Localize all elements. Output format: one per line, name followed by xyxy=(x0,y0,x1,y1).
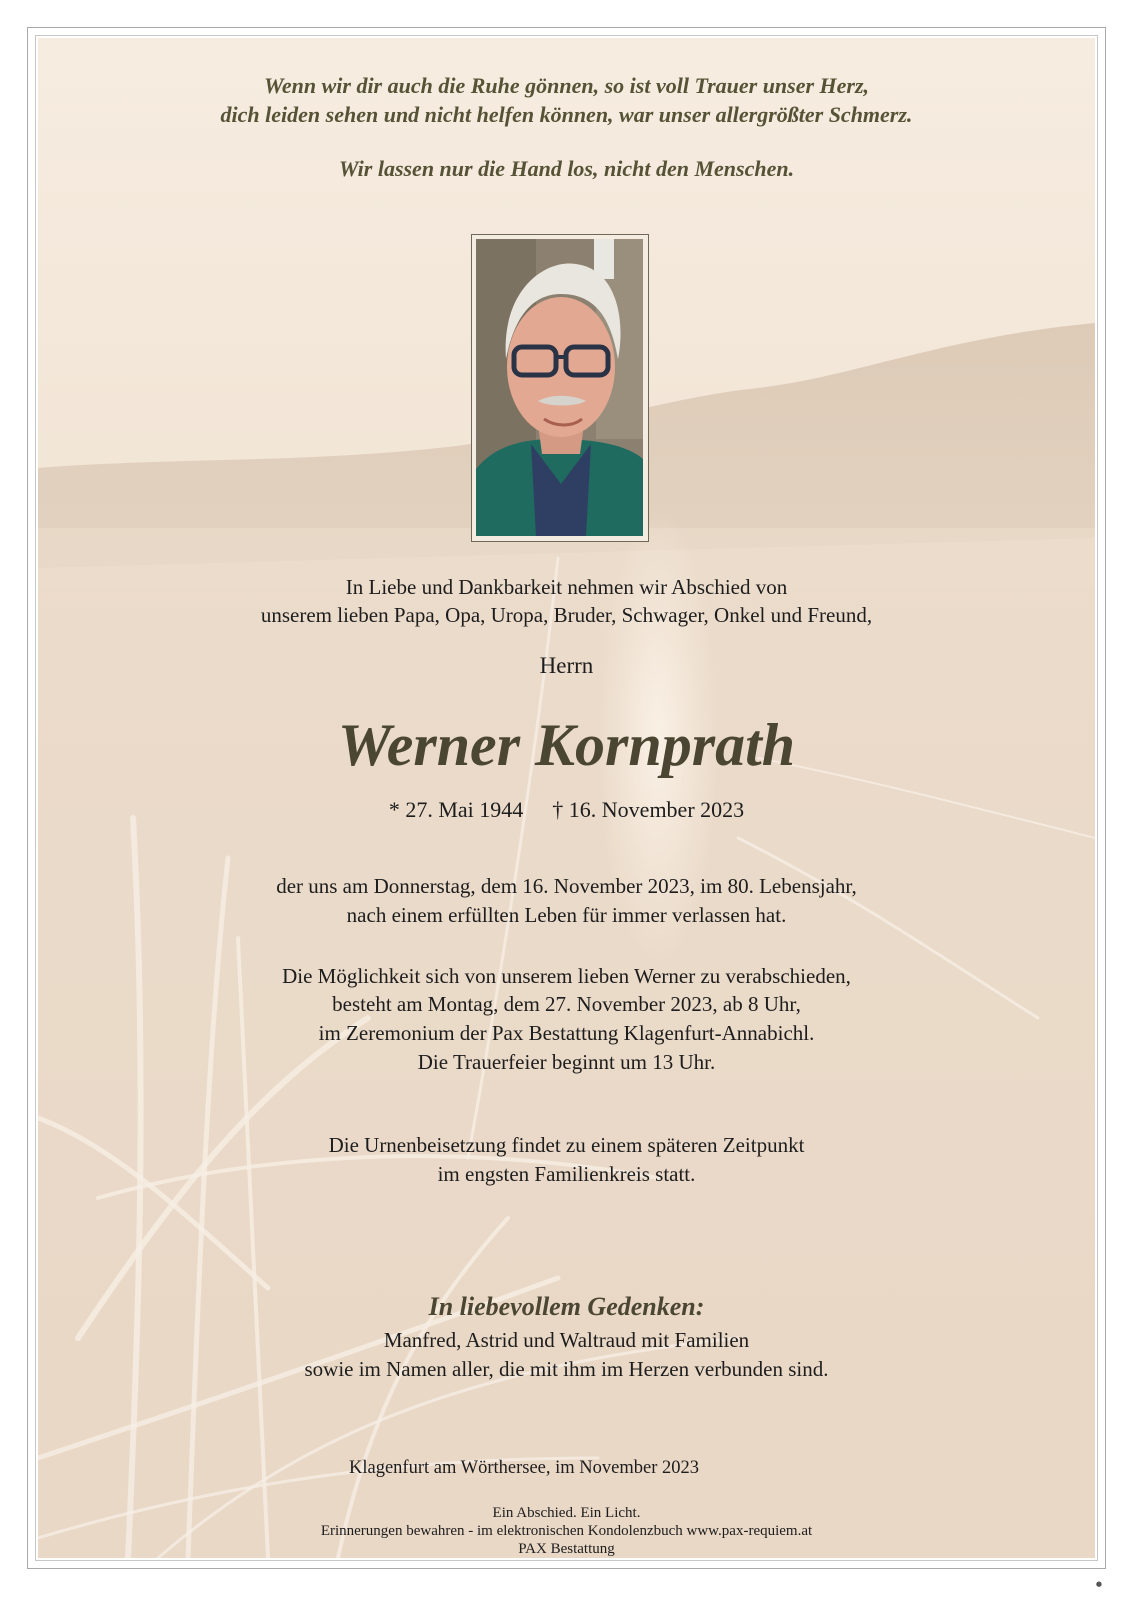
footer-line-3: PAX Bestattung xyxy=(518,1541,615,1557)
portrait-frame xyxy=(471,234,649,542)
deceased-name: Werner Kornprath xyxy=(337,712,796,778)
portrait-photo xyxy=(476,239,643,536)
urn-line-2: im engsten Familienkreis statt. xyxy=(437,1162,696,1186)
farewell-line-1: Die Möglichkeit sich von unserem lieben Werner zu verabschieden, xyxy=(282,964,851,988)
corner-watermark-icon: ● xyxy=(1095,1580,1102,1588)
footer-line-1: Ein Abschied. Ein Licht. xyxy=(492,1505,641,1521)
remembrance-line-2: sowie im Namen aller, die mit ihm im Herzen verbunden sind. xyxy=(304,1357,829,1381)
passing-line-1: der uns am Donnerstag, dem 16. November 2023, im 80. Lebensjahr, xyxy=(276,874,857,898)
remembrance-line-1: Manfred, Astrid und Waltraud mit Familien xyxy=(383,1328,750,1352)
farewell-line-3: im Zeremonium der Pax Bestattung Klagenfurt-Annabichl. xyxy=(318,1021,815,1045)
farewell-line-4: Die Trauerfeier beginnt um 13 Uhr. xyxy=(417,1050,716,1074)
motto-line-2: dich leiden sehen und nicht helfen können, war unser allergrößter Schmerz. xyxy=(220,102,913,127)
salutation: Herrn xyxy=(539,653,594,678)
death-date: † 16. November 2023 xyxy=(552,797,745,822)
motto-line-3: Wir lassen nur die Hand los, nicht den Menschen. xyxy=(338,156,795,181)
farewell-line-2: besteht am Montag, dem 27. November 2023, ab 8 Uhr, xyxy=(332,992,801,1016)
intro-line-2: unserem lieben Papa, Opa, Uropa, Bruder, Schwager, Onkel und Freund, xyxy=(260,603,873,627)
passing-line-2: nach einem erfüllten Leben für immer verlassen hat. xyxy=(346,903,787,927)
motto-line-1: Wenn wir dir auch die Ruhe gönnen, so ist voll Trauer unser Herz, xyxy=(263,73,870,98)
intro-line-1: In Liebe und Dankbarkeit nehmen wir Abschied von xyxy=(345,575,788,599)
footer-line-2: Erinnerungen bewahren - im elektronischen Kondolenzbuch www.pax-requiem.at xyxy=(320,1523,813,1539)
urn-line-1: Die Urnenbeisetzung findet zu einem späteren Zeitpunkt xyxy=(328,1133,805,1157)
place-and-date: Klagenfurt am Wörthersee, im November 2023 xyxy=(348,1458,700,1478)
remembrance-heading: In liebevollem Gedenken: xyxy=(428,1292,705,1321)
birth-date: * 27. Mai 1944 xyxy=(388,797,524,822)
life-dates xyxy=(38,796,1095,825)
